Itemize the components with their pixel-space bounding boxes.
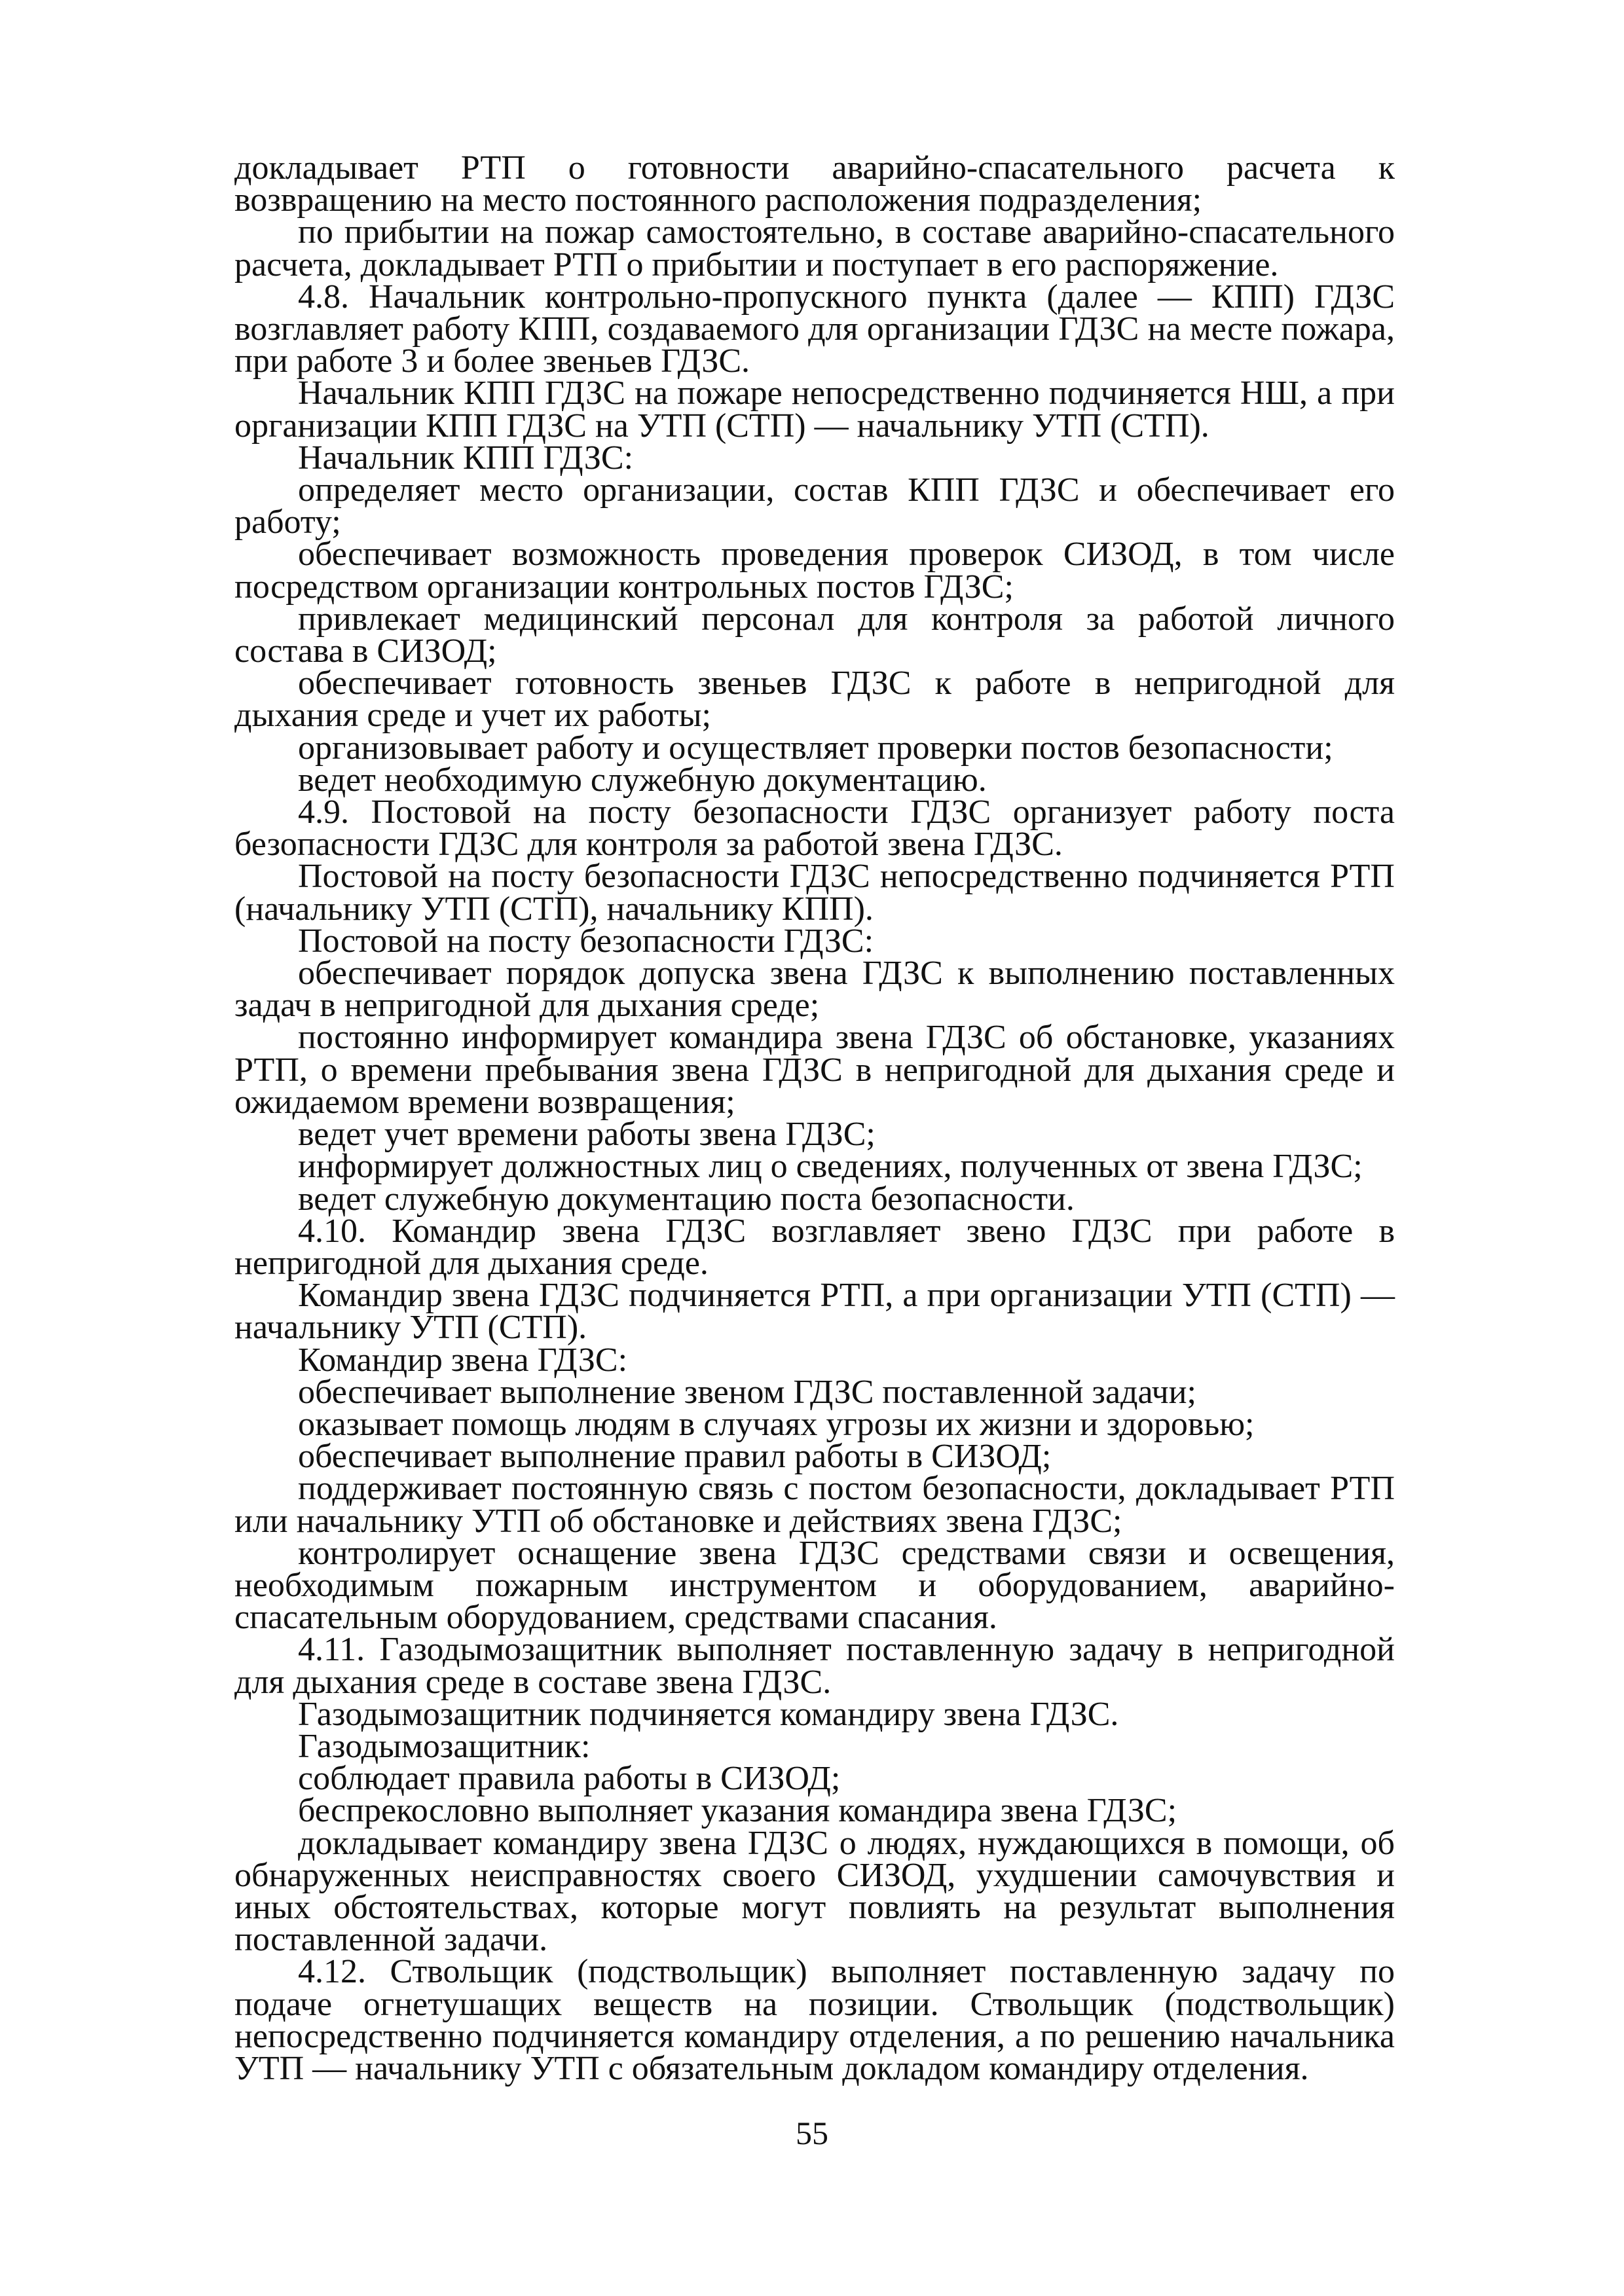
list-item: соблюдает правила работы в СИЗОД;	[298, 1760, 841, 1798]
body-text	[234, 149, 1395, 2087]
section-paragraph: 4.12. Ствольщик (подствольщик) выполняет поставленную задачу по подаче огнетушащих веществ на позиции. Ствольщик (подствольщик) непосредственно подчиняется командиру отделения, а по решению начальника УТП — начальнику УТП с обязательным докладом командиру отделения.	[234, 1953, 1395, 2087]
paragraph: по прибытии на пожар самостоятельно, в составе аварийно-спасательного расчета, докладывает РТП о прибытии и поступает в его распоряжение.	[234, 213, 1395, 283]
list-item: привлекает медицинский персонал для контроля за работой личного состава в СИЗОД;	[234, 600, 1395, 670]
list-item: поддерживает постоянную связь с постом безопасности, докладывает РТП или начальнику УТП об обстановке и действиях звена ГДЗС;	[234, 1470, 1395, 1540]
paragraph: Постовой на посту безопасности ГДЗС непосредственно подчиняется РТП (начальнику УТП (СТП), начальнику КПП).	[234, 858, 1395, 928]
list-item: обеспечивает возможность проведения проверок СИЗОД, в том числе посредством организации контрольных постов ГДЗС;	[234, 536, 1395, 606]
list-item: обеспечивает готовность звеньев ГДЗС к работе в непригодной для дыхания среде и учет их работы;	[234, 665, 1395, 735]
list-item: контролирует оснащение звена ГДЗС средствами связи и освещения, необходимым пожарным инструментом и оборудованием, аварийно-спасательным оборудованием, средствами спасания.	[234, 1534, 1395, 1637]
list-item: обеспечивает выполнение правил работы в СИЗОД;	[298, 1438, 1052, 1476]
list-item: организовывает работу и осуществляет проверки постов безопасности;	[298, 729, 1333, 767]
section-paragraph: 4.10. Командир звена ГДЗС возглавляет звено ГДЗС при работе в непригодной для дыхания среде.	[234, 1212, 1395, 1282]
paragraph: Газодымозащитник подчиняется командиру звена ГДЗС.	[298, 1695, 1119, 1733]
list-item: обеспечивает выполнение звеном ГДЗС поставленной задачи;	[298, 1373, 1196, 1411]
list-heading: Командир звена ГДЗС:	[298, 1341, 628, 1379]
section-paragraph: 4.9. Постовой на посту безопасности ГДЗС организует работу поста безопасности ГДЗС для контроля за работой звена ГДЗС.	[234, 793, 1395, 864]
list-item: оказывает помощь людям в случаях угрозы их жизни и здоровью;	[298, 1405, 1255, 1443]
section-paragraph: 4.11. Газодымозащитник выполняет поставленную задачу в непригодной для дыхания среде в составе звена ГДЗС.	[234, 1631, 1395, 1701]
paragraph: Начальник КПП ГДЗС на пожаре непосредственно подчиняется НШ, а при организации КПП ГДЗС на УТП (СТП) — начальнику УТП (СТП).	[234, 374, 1395, 445]
list-heading: Газодымозащитник:	[298, 1727, 591, 1765]
list-item: определяет место организации, состав КПП ГДЗС и обеспечивает его работу;	[234, 471, 1395, 541]
list-item: ведет необходимую служебную документацию.	[298, 761, 987, 799]
list-item: докладывает командиру звена ГДЗС о людях, нуждающихся в помощи, об обнаруженных неисправностях своего СИЗОД, ухудшении самочувствия и иных обстоятельствах, которые могут повлиять на результат выполнения поставленной задачи.	[234, 1824, 1395, 1959]
paragraph: докладывает РТП о готовности аварийно-спасательного расчета к возвращению на место постоянного расположения подразделения;	[234, 149, 1395, 219]
list-item: беспрекословно выполняет указания командира звена ГДЗС;	[298, 1792, 1177, 1830]
section-paragraph: 4.8. Начальник контрольно-пропускного пункта (далее — КПП) ГДЗС возглавляет работу КПП, создаваемого для организации ГДЗС на месте пожара, при работе 3 и более звеньев ГДЗС.	[234, 278, 1395, 380]
list-heading: Начальник КПП ГДЗС:	[298, 439, 634, 477]
list-item: обеспечивает порядок допуска звена ГДЗС к выполнению поставленных задач в непригодной для дыхания среде;	[234, 955, 1395, 1025]
list-item: информирует должностных лиц о сведениях, полученных от звена ГДЗС;	[298, 1148, 1363, 1186]
page-number: 55	[796, 2115, 828, 2151]
list-item: постоянно информирует командира звена ГДЗС об обстановке, указаниях РТП, о времени пребывания звена ГДЗС в непригодной для дыхания среде и ожидаемом времени возвращения;	[234, 1019, 1395, 1121]
list-item: ведет учет времени работы звена ГДЗС;	[298, 1116, 876, 1154]
list-item: ведет служебную документацию поста безопасности.	[298, 1180, 1075, 1218]
paragraph: Командир звена ГДЗС подчиняется РТП, а при организации УТП (СТП) — начальнику УТП (СТП).	[234, 1277, 1395, 1347]
list-heading: Постовой на посту безопасности ГДЗС:	[298, 922, 874, 960]
